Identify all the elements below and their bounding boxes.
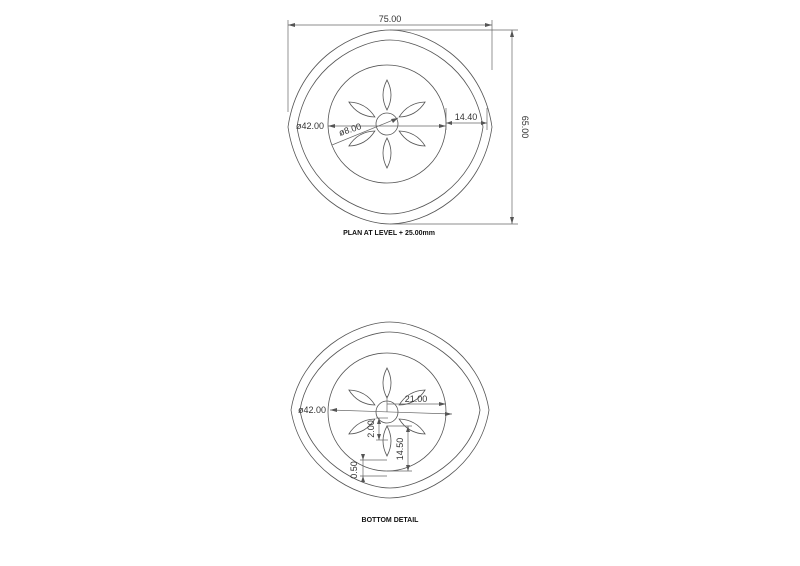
bottom-petal (397, 416, 427, 438)
plan-offset-label: 14.40 (454, 112, 478, 122)
bottom-radius-label: 21.00 (404, 394, 428, 404)
plan-diameter-dimension (296, 121, 446, 131)
bottom-petal (383, 426, 391, 456)
bottom-petal-length-dimension (387, 426, 412, 471)
plan-hole-label: ø8.00 (337, 121, 363, 138)
plan-diameter-label: ø42.00 (296, 121, 325, 131)
bottom-gap-label: 0.50 (349, 461, 359, 479)
bottom-inner-outline (300, 332, 480, 488)
plan-petal (397, 99, 427, 121)
plan-height-dimension (390, 30, 530, 224)
plan-disc-circle (328, 65, 446, 183)
bottom-radius-dimension (387, 394, 446, 412)
plan-height-label: 65.00 (520, 115, 530, 139)
bottom-petal (347, 387, 377, 409)
bottom-small-label: 2.00 (366, 420, 376, 438)
bottom-petal (383, 368, 391, 398)
bottom-small-dimension (366, 418, 388, 440)
plan-view (288, 14, 530, 237)
bottom-petal-length-label: 14.50 (395, 437, 405, 461)
bottom-diameter-dimension (298, 405, 452, 416)
plan-offset-dimension (446, 108, 487, 130)
plan-petal (383, 138, 391, 168)
bottom-caption: BOTTOM DETAIL (361, 517, 419, 524)
bottom-detail-view (291, 322, 489, 524)
plan-caption: PLAN AT LEVEL + 25.00mm (343, 230, 435, 237)
plan-inner-outline (297, 40, 483, 214)
plan-petal (347, 99, 377, 121)
plan-petal (397, 128, 427, 150)
bottom-diameter-label: ø42.00 (298, 405, 327, 415)
plan-petal (383, 80, 391, 110)
plan-width-label: 75.00 (378, 14, 402, 24)
plan-center-hole (376, 113, 398, 135)
